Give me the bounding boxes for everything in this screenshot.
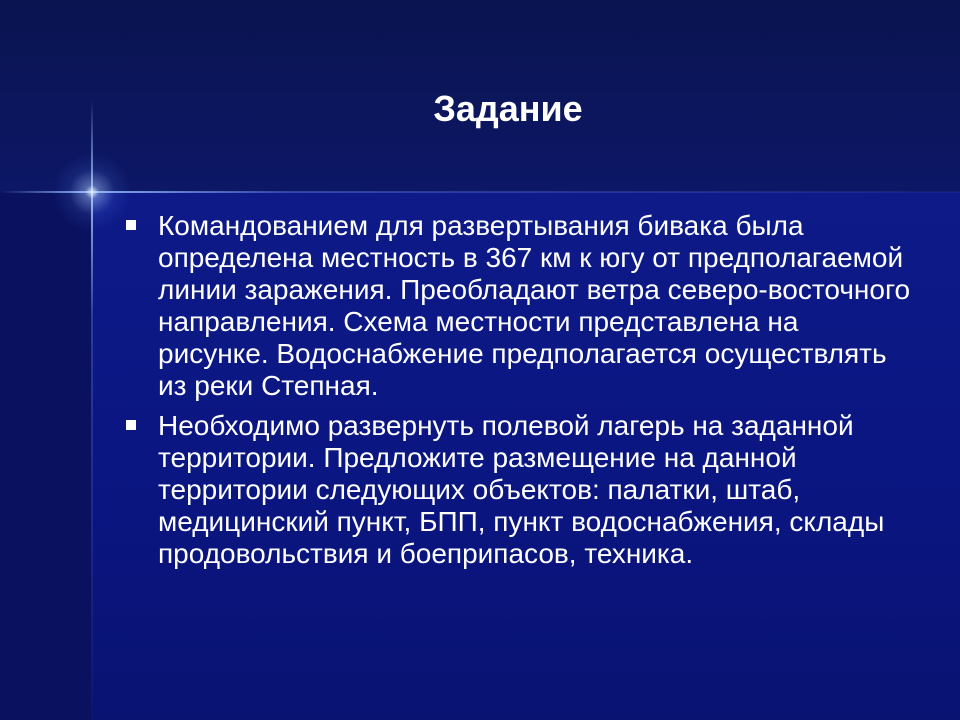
bullet-item — [124, 410, 914, 570]
horizontal-divider — [0, 191, 960, 193]
bullet-text: Командованием для развертывания бивака была определена местность в 367 км к югу от предполагаемой линии заражения. Преобладают ветра северо-восточного направления. Схема местности представлена на рисунке. Водоснабжение предполагается осуществлять из реки Степная. — [158, 210, 911, 401]
square-bullet-icon — [126, 220, 136, 230]
left-strip — [0, 192, 92, 720]
square-bullet-icon — [126, 420, 136, 430]
slide-title: Задание — [433, 88, 583, 129]
sparkle-icon — [52, 152, 132, 232]
bullet-list — [124, 210, 914, 578]
bullet-text: Необходимо развернуть полевой лагерь на заданной территории. Предложите размещение на данной территории следующих объектов: палатки, штаб, медицинский пункт, БПП, пункт водоснабжения, склады продовольствия и боеприпасов, техника. — [158, 410, 885, 569]
bullet-item — [124, 210, 914, 402]
